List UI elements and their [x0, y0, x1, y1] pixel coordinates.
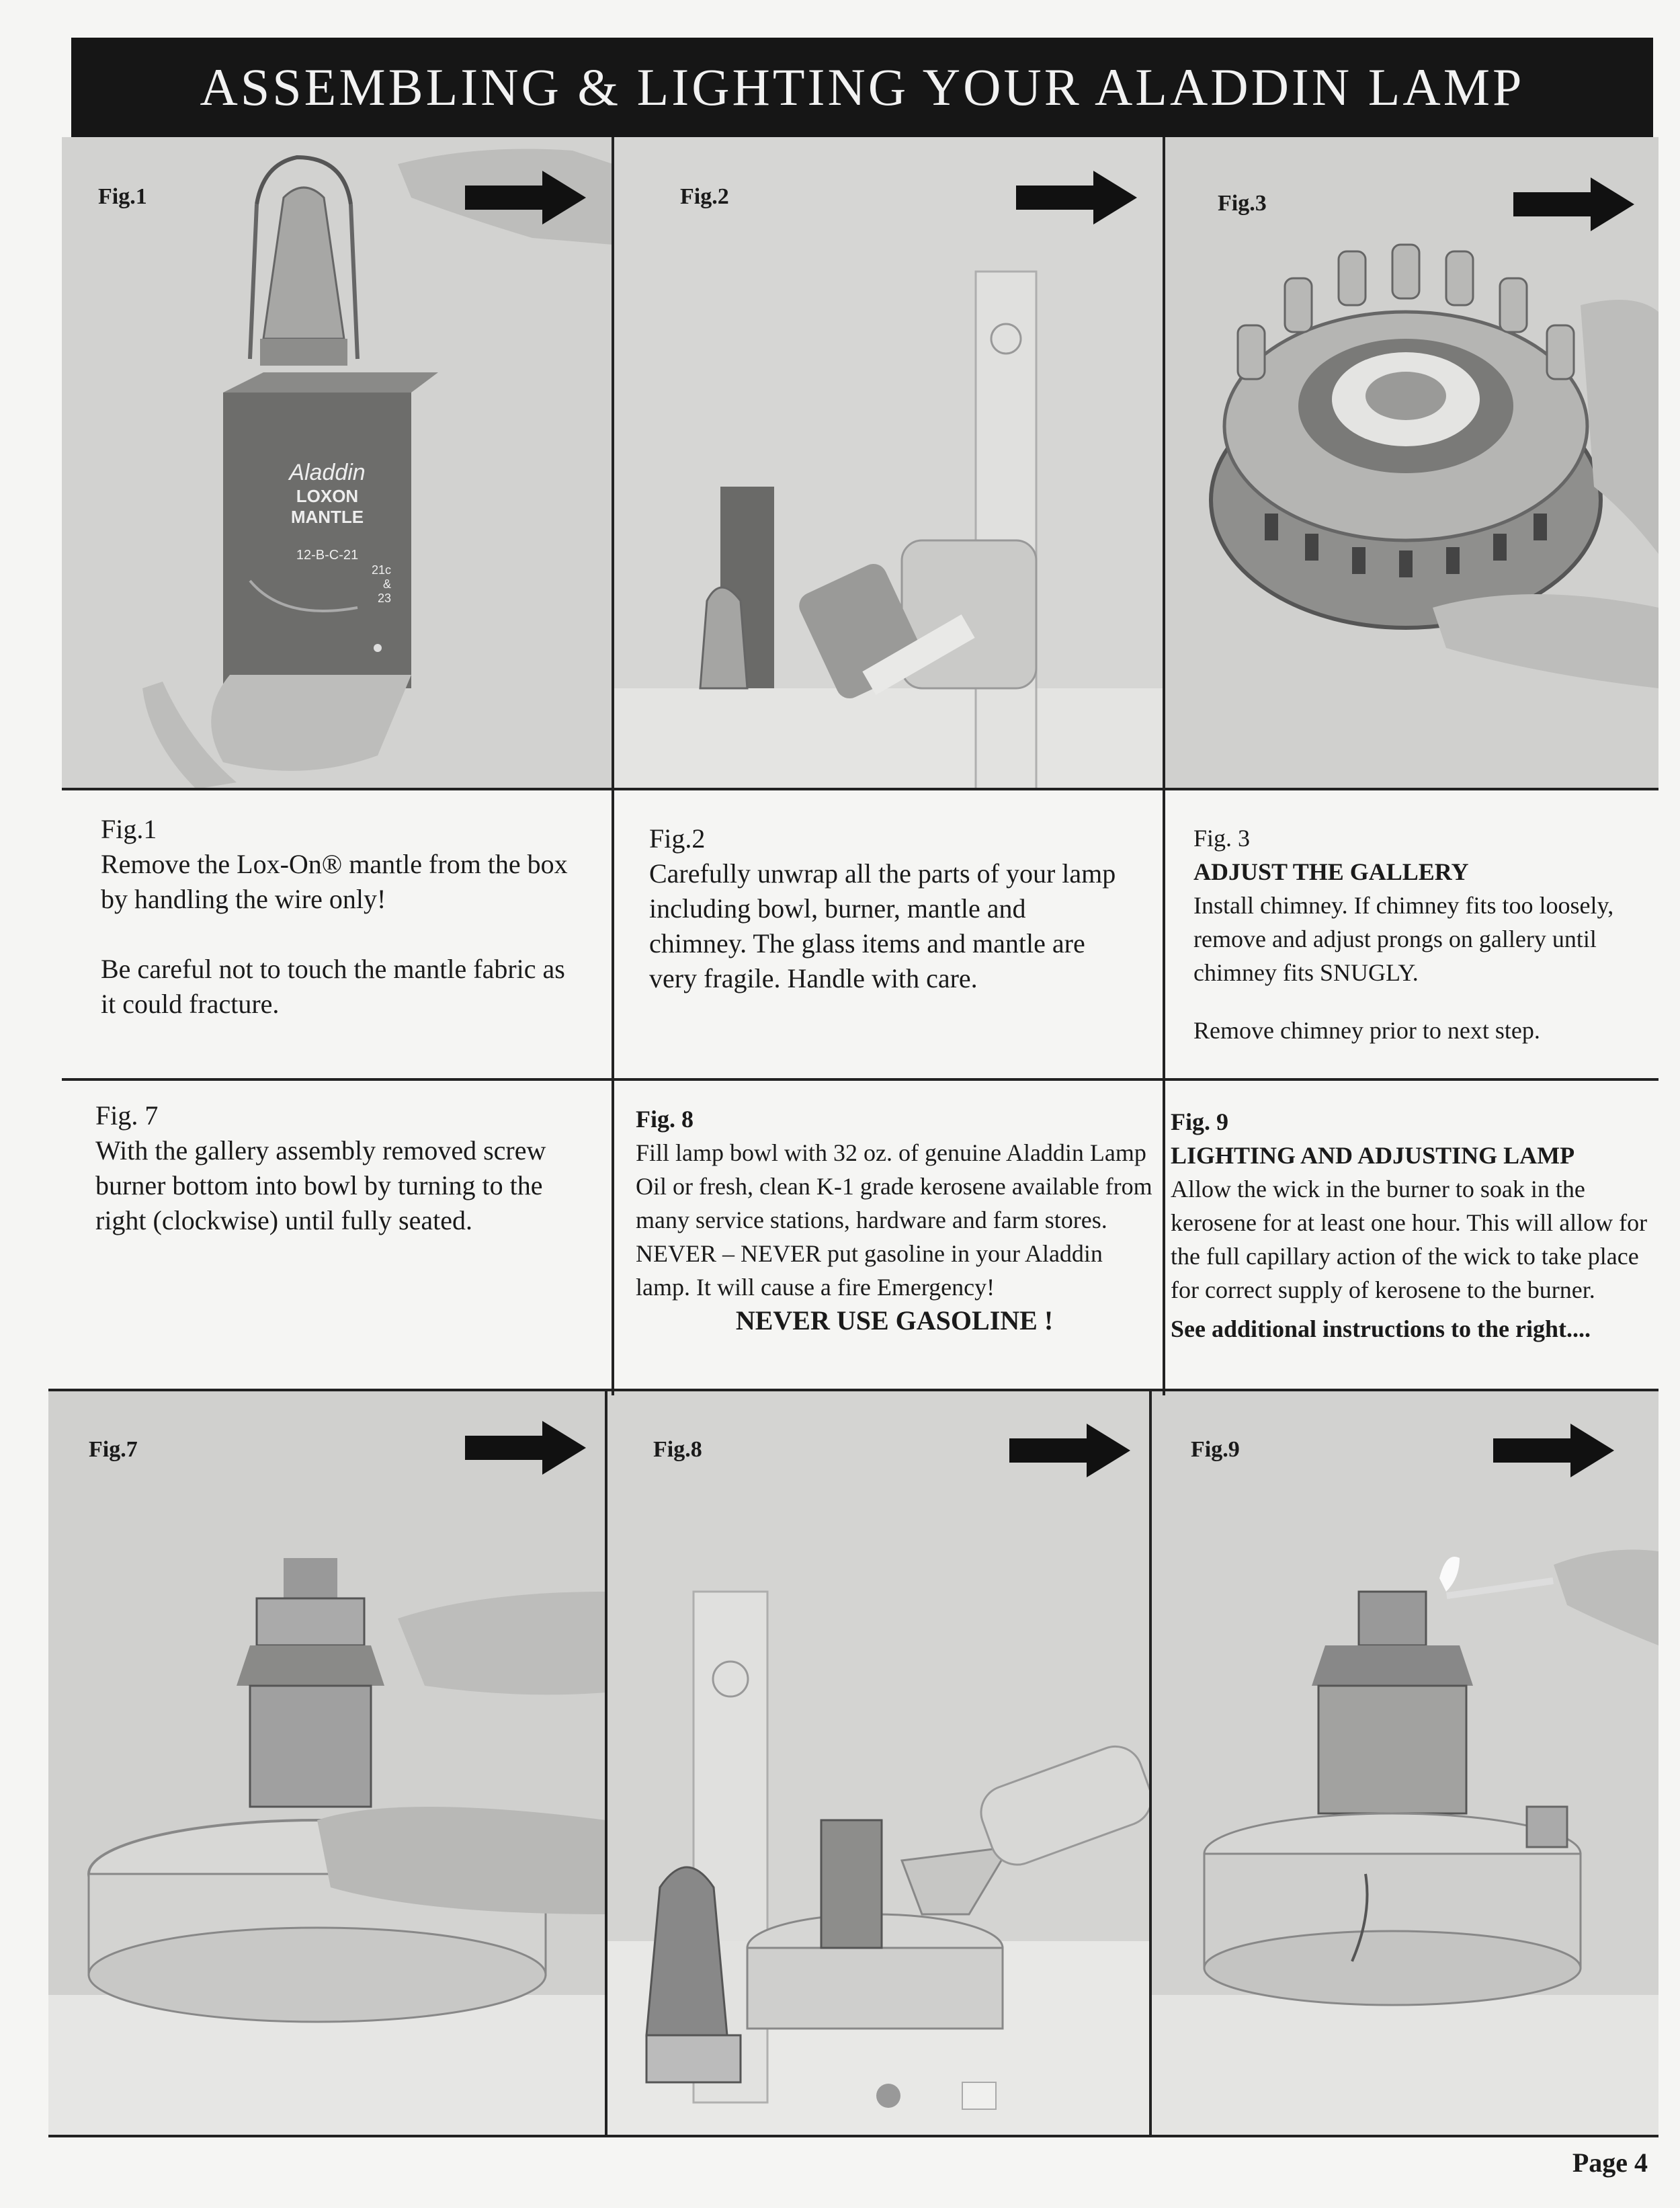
caption-fig1-label: Fig.1	[101, 814, 157, 844]
photo-fig2	[613, 137, 1164, 789]
photo-fig3	[1164, 137, 1658, 789]
fig1-photo-label: Fig.1	[98, 184, 147, 209]
caption-fig3-text2: Remove chimney prior to next step.	[1193, 1017, 1540, 1044]
right-arrow-icon	[1493, 1424, 1614, 1477]
right-arrow-icon	[1009, 1424, 1130, 1477]
page-title: ASSEMBLING & LIGHTING YOUR ALADDIN LAMP	[71, 38, 1653, 137]
caption-fig8-text2: NEVER – NEVER put gasoline in your Aladdin lamp. It will cause a fire Emergency!	[636, 1240, 1103, 1301]
box-product-line2: MANTLE	[290, 507, 364, 527]
box-sub3: 23	[377, 591, 391, 605]
caption-fig2	[649, 821, 1120, 996]
fig9-photo-label: Fig.9	[1191, 1437, 1240, 1462]
grid-vertical-1-top	[612, 137, 614, 1395]
grid-horizontal-1	[62, 788, 1658, 790]
caption-fig1-text1: Remove the Lox-On® mantle from the box by handling the wire only!	[101, 849, 568, 914]
fig8-photo-label: Fig.8	[653, 1437, 702, 1462]
right-arrow-icon	[1016, 171, 1137, 224]
caption-fig2-text1: Carefully unwrap all the parts of your lamp including bowl, burner, mantle and chimney. The glass items and mantle are very fragile. Handle with care.	[649, 858, 1116, 993]
right-arrow-icon	[465, 1421, 586, 1475]
photo-fig8	[606, 1390, 1150, 2136]
caption-fig3-label: Fig. 3	[1193, 825, 1251, 852]
burner-bowl-illustration	[48, 1390, 606, 2136]
grid-vertical-2-top	[1163, 137, 1165, 1395]
fig3-photo-label: Fig.3	[1218, 191, 1267, 216]
box-product-line1: LOXON	[296, 486, 359, 506]
caption-fig7	[95, 1098, 579, 1238]
caption-fig8	[636, 1102, 1153, 1338]
photo-fig9	[1150, 1390, 1658, 2136]
caption-fig1	[101, 812, 571, 1022]
grid-horizontal-4	[48, 2135, 1658, 2137]
caption-fig3-heading: ADJUST THE GALLERY	[1193, 858, 1469, 885]
caption-fig7-label: Fig. 7	[95, 1100, 159, 1131]
caption-fig9-text1: Allow the wick in the burner to soak in the kerosene for at least one hour. This will allow for the full capillary action of the wick to take place for correct supply of kerosene to the burner.	[1171, 1176, 1648, 1303]
right-arrow-icon	[1513, 177, 1634, 231]
box-sub2: &	[382, 577, 391, 591]
caption-fig8-text1: Fill lamp bowl with 32 oz. of genuine Aladdin Lamp Oil or fresh, clean K-1 grade kerosene available from many service stations, hardware and farm stores.	[636, 1139, 1152, 1233]
caption-fig2-label: Fig.2	[649, 823, 706, 854]
photo-fig1	[62, 137, 613, 789]
caption-fig7-text1: With the gallery assembly removed screw burner bottom into bowl by turning to the right (clockwise) until fully seated.	[95, 1135, 546, 1235]
caption-fig1-text2: Be careful not to touch the mantle fabric as it could fracture.	[101, 954, 565, 1019]
box-brand: Aladdin	[289, 460, 366, 485]
caption-fig3	[1193, 821, 1637, 1047]
gasoline-warning: NEVER USE GASOLINE !	[735, 1305, 1054, 1336]
photo-fig7	[48, 1390, 606, 2136]
box-sub1: 21c	[371, 563, 391, 577]
caption-fig8-label: Fig. 8	[636, 1106, 694, 1133]
lamp-parts-illustration	[613, 137, 1164, 789]
grid-vertical-2-bottom	[1149, 1389, 1152, 2137]
page-number: Page 4	[1572, 2148, 1648, 2178]
right-arrow-icon	[465, 171, 586, 224]
box-codes: 12-B-C-21	[296, 548, 359, 563]
gallery-illustration	[1164, 137, 1658, 789]
grid-horizontal-3	[48, 1389, 1658, 1391]
fig2-photo-label: Fig.2	[680, 184, 729, 209]
grid-horizontal-2	[62, 1078, 1658, 1081]
lighting-wick-illustration	[1150, 1390, 1658, 2136]
caption-fig3-text1: Install chimney. If chimney fits too loosely, remove and adjust prongs on gallery until chimney fits SNUGLY.	[1193, 892, 1614, 986]
caption-fig9	[1171, 1105, 1654, 1346]
caption-fig9-label: Fig. 9	[1171, 1108, 1228, 1135]
grid-vertical-1-bottom	[605, 1389, 607, 2137]
caption-fig9-footer: See additional instructions to the right....	[1171, 1315, 1591, 1342]
caption-fig9-heading: LIGHTING AND ADJUSTING LAMP	[1171, 1142, 1575, 1169]
fig7-photo-label: Fig.7	[89, 1437, 138, 1462]
filling-lamp-illustration	[606, 1390, 1150, 2136]
